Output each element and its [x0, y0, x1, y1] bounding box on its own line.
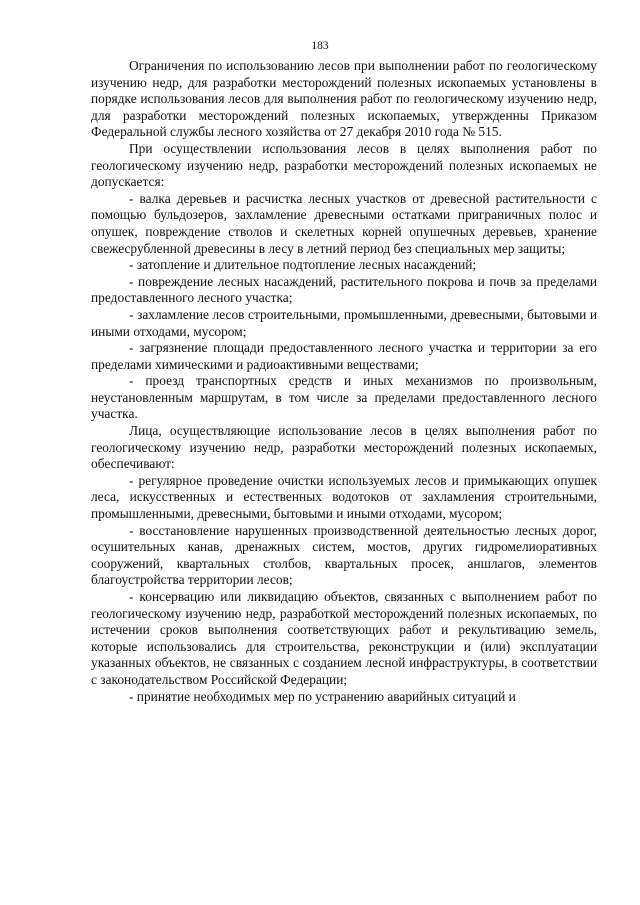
page-number: 183 — [311, 40, 329, 52]
list-item-prohibition: - затопление и длительное подтопление лесных насаждений; — [129, 257, 477, 273]
paragraph-intro: Ограничения по использованию лесов при выполнении работ по геологическому изучению недр, для разработки месторождений полезных ископаемых установлены в порядке использования лесов для выполнения работ по геологическому изучению недр, для разработки месторождений полезных ископаемых, утвержденны Приказом Федеральной службы лесного хозяйства от 27 декабря 2010 года № 515. — [91, 58, 597, 140]
list-item-prohibition: - повреждение лесных насаждений, растительного покрова и почв за пределами предоставленного лесного участка; — [91, 273, 597, 306]
list-item-prohibition: - проезд транспортных средств и иных механизмов по произвольным, неустановленным маршрутам, в том числе за пределами предоставленного лесного участка. — [91, 373, 597, 422]
list-item-obligation: - консервацию или ликвидацию объектов, связанных с выполнением работ по геологическому изучению недр, разработкой месторождений полезных ископаемых, по истечении сроков выполнения соответствующих работ и рекультивацию земель, которые использовались для строительства, реконструкции и (или) эксплуатации указанных объектов, не связанных с созданием лесной инфраструктуры, в соответствии с законодательством Российской Федерации; — [91, 589, 597, 687]
body-text — [91, 58, 597, 705]
list-item-obligation: - принятие необходимых мер по устранению аварийных ситуаций и — [129, 688, 516, 704]
list-item-obligation: - восстановление нарушенных производственной деятельностью лесных дорог, осушительных канав, дренажных систем, мостов, других гидромелиоративных сооружений, квартальных столбов, квартальных просек, аншлагов, элементов благоустройства территории лесов; — [91, 522, 597, 588]
paragraph-prohibitions-intro: При осуществлении использования лесов в целях выполнения работ по геологическому изучению недр, разработки месторождений полезных ископаемых не допускается: — [91, 140, 597, 190]
list-item-prohibition: - загрязнение площади предоставленного лесного участка и территории за его пределами химическими и радиоактивными веществами; — [91, 340, 597, 372]
list-item-prohibition: - валка деревьев и расчистка лесных участков от древесной растительности с помощью бульдозеров, захламление древесными остатками приграничных полос и опушек, повреждение стволов и скелетных корней опушечных деревьев, хранение свежесрубленной древесины в лесу в летний период без специальных мер защиты; — [91, 190, 597, 256]
list-item-obligation: - регулярное проведение очистки используемых лесов и примыкающих опушек леса, искусственных и естественных водотоков от захламления строительными, промышленными, древесными, бытовыми и иными отходами, мусором; — [91, 472, 597, 522]
list-item-prohibition: - захламление лесов строительными, промышленными, древесными, бытовыми и иными отходами, мусором; — [91, 306, 597, 339]
paragraph-obligations-intro: Лица, осуществляющие использование лесов в целях выполнения работ по геологическому изучению недр, разработки месторождений полезных ископаемых, обеспечивают: — [91, 423, 597, 472]
